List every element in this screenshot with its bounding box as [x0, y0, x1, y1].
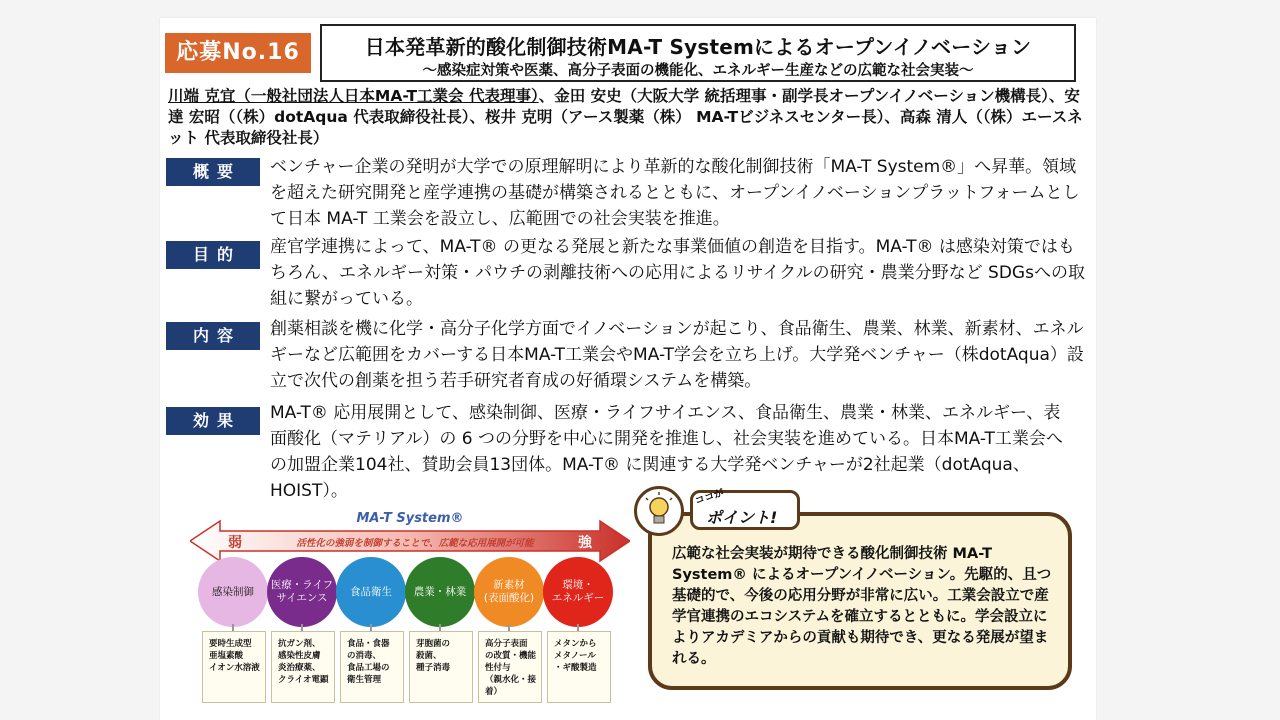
point-box: [648, 512, 1072, 690]
strong-label: 強: [578, 535, 592, 551]
page-title: 日本発革新的酸化制御技術MA-T Systemによるオープンイノベーション: [364, 35, 1032, 59]
page-subtitle: ～感染症対策や医薬、高分子表面の機能化、エネルギー生産などの広範な社会実装～: [422, 63, 974, 79]
field-circle: 環境・ エネルギー: [543, 557, 613, 627]
field-description: 芽胞菌の 殺菌、 種子消毒: [409, 631, 473, 703]
lead-author: 川端 克宜（一般社団法人日本MA-T工業会 代表理事）: [168, 87, 539, 105]
arrow-caption: 活性化の強弱を制御することで、広範な応用展開が可能: [296, 538, 534, 549]
field-description: 抗ガン剤、 感染性皮膚 炎治療薬、 クライオ電顕: [271, 631, 335, 703]
field-description: 要時生成型 亜塩素酸 イオン水溶液: [202, 631, 266, 703]
point-koko: ココが: [693, 487, 726, 508]
field-circle: 食品衛生: [336, 557, 406, 627]
field-description: 食品・食器 の消毒、 食品工場の 衛生管理: [340, 631, 404, 703]
diagram-title: MA-T System®: [356, 511, 464, 526]
field-description: 高分子表面 の改質・機能 性付与 （親水化・接着）: [478, 631, 542, 703]
section-text-overview: ベンチャー企業の発明が大学での原理解明により革新的な酸化制御技術「MA-T System®」へ昇華。領域を超えた研究開発と産学連携の基礎が構築されるとともに、オープンイノベーションプラットフォームとして日本 MA-T 工業会を設立し、広範囲での社会実装を推進。: [270, 157, 1080, 229]
entry-number-badge: 応募No.16: [165, 33, 311, 73]
section-text-content: 創薬相談を機に化学・高分子化学方面でイノベーションが起こり、食品衛生、農業、林業、新素材、エネルギーなど広範囲をカバーする日本MA-T工業会やMA-T学会を立ち上げ。大学発ベンチャー（株dotAqua）設立で次代の創薬を担う若手研究者育成の好循環システムを構築。: [270, 319, 1084, 391]
field-circle: 農業・林業: [405, 557, 475, 627]
section-label-purpose: 目的: [166, 241, 260, 269]
section-text-purpose: 産官学連携によって、MA-T® の更なる発展と新たな事業価値の創造を目指す。MA-T® は感染対策ではもちろん、エネルギー対策・パウチの剥離技術への応用によるリサイクルの研究・農業分野など SDGsへの取組に繋がっている。: [270, 237, 1085, 309]
point-label: ポイント!: [706, 508, 778, 527]
field-description: メタンから メタノール ・ギ酸製造: [547, 631, 611, 703]
section-label-content: 内容: [166, 322, 260, 350]
other-authors: 、金田 安史（大阪大学 統括理事・副学長オープンイノベーション機構長）、安達 宏昭（（株）dotAqua 代表取締役社長）、桜井 克明（アース製薬（株） MA-Tビジネスセンター長）、高森 清人（（株）エースネット 代表取締役社長）: [168, 87, 1083, 147]
field-circle: 医療・ライフ サイエンス: [267, 557, 337, 627]
weak-label: 弱: [228, 535, 242, 551]
lightbulb-icon: [634, 486, 684, 536]
point-text: 広範な社会実装が期待できる酸化制御技術 MA-T System® によるオープンイノベーション。先駆的、且つ基礎的で、今後の応用分野が非常に広い。工業会設立で産学官連携のエコシステムを確立するとともに。学会設立によりアカデミアからの貢献も期待でき、更なる発展が望まれる。: [672, 546, 1052, 667]
field-circle: 感染制御: [198, 557, 268, 627]
ma-t-diagram: [190, 505, 630, 705]
field-circle: 新素材 (表面酸化): [474, 557, 544, 627]
authors: [168, 86, 1088, 149]
section-label-overview: 概要: [166, 158, 260, 186]
title-box: [320, 24, 1076, 82]
section-label-effect: 効果: [166, 407, 260, 435]
section-text-effect: MA-T® 応用展開として、感染制御、医療・ライフサイエンス、食品衛生、農業・林業、エネルギー、表面酸化（マテリアル）の 6 つの分野を中心に開発を推進し、社会実装を進めている。日本MA-T工業会への加盟企業104社、賛助会員13団体。MA-T® に関連する大学発ベンチャーが2社起業（dotAqua、HOIST）。: [270, 403, 1063, 501]
